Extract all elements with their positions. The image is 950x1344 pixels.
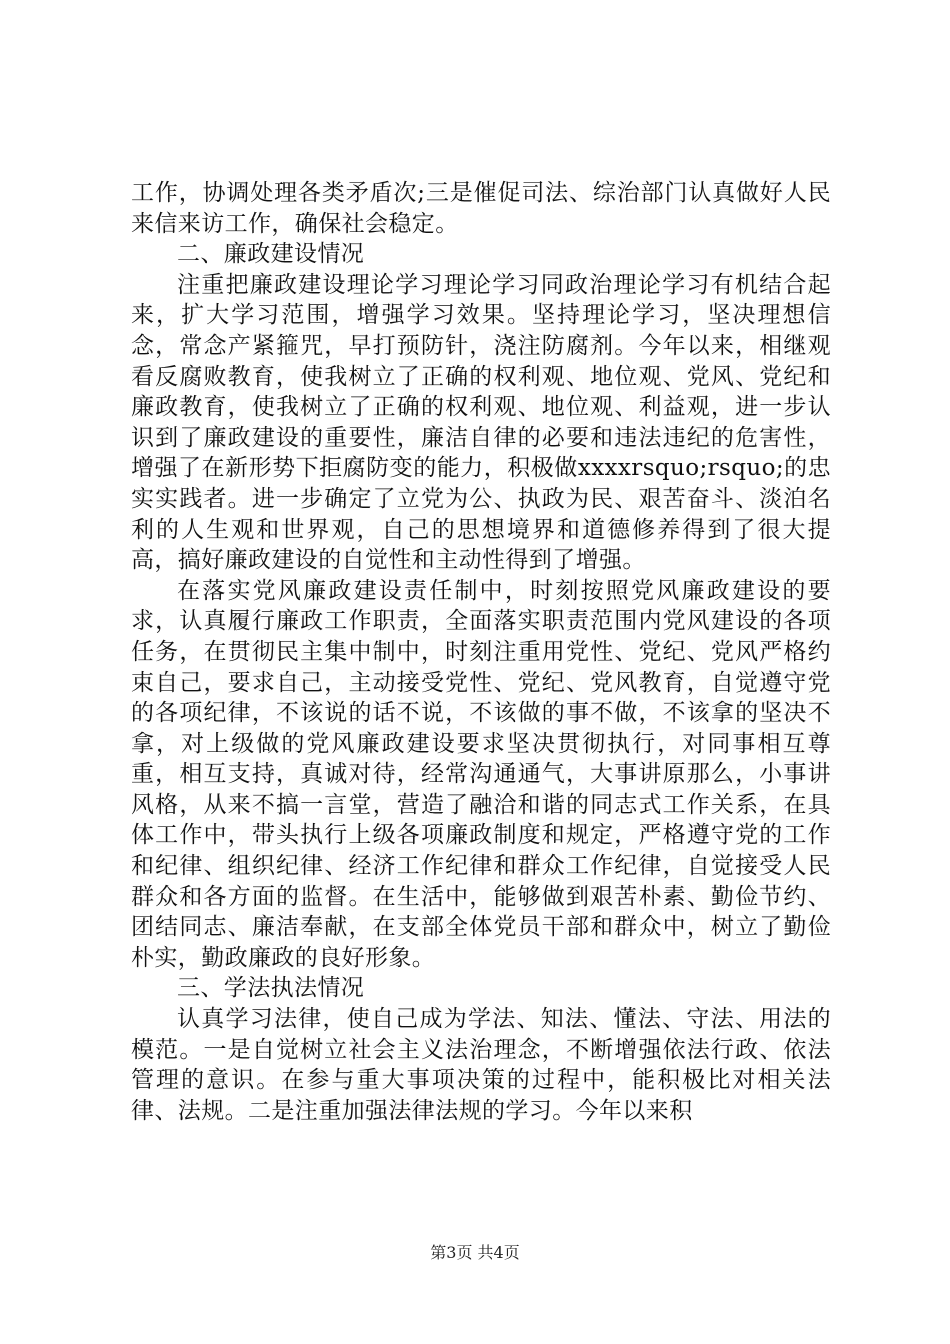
document-body	[131, 178, 831, 1126]
paragraph-law-study: 认真学习法律，使自己成为学法、知法、懂法、守法、用法的模范。一是自觉树立社会主义法治理念，不断增强依法行政、依法管理的意识。在参与重大事项决策的过程中，能积极比对相关法律、法规。二是注重加强法律法规的学习。今年以来积	[131, 1006, 831, 1124]
page-footer	[0, 1240, 950, 1263]
paragraph-integrity-study: 注重把廉政建设理论学习理论学习同政治理论学习有机结合起来，扩大学习范围，增强学习效果。坚持理论学习，坚决理想信念，常念产紧箍咒，早打预防针，浇注防腐剂。今年以来，相继观看反腐败教育，使我树立了正确的权利观、地位观、党风、党纪和廉政教育，使我树立了正确的权利观、地位观、利益观，进一步认识到了廉政建设的重要性，廉洁自律的必要和违法违纪的危害性，增强了在新形势下拒腐防变的能力，积极做xxxxrsquo;rsquo;的忠实实践者。进一步确定了立党为公、执政为民、艰苦奋斗、淡泊名利的人生观和世界观，自己的思想境界和道德修养得到了很大提高，搞好廉政建设的自觉性和主动性得到了增强。	[131, 271, 831, 574]
paragraph-integrity-responsibility: 在落实党风廉政建设责任制中，时刻按照党风廉政建设的要求，认真履行廉政工作职责，全面落实职责范围内党风建设的各项任务，在贯彻民主集中制中，时刻注重用党性、党纪、党风严格约束自己，要求自己，主动接受党性、党纪、党风教育，自觉遵守党的各项纪律，不该说的话不说，不该做的事不做，不该拿的坚决不拿，对上级做的党风廉政建设要求坚决贯彻执行，对同事相互尊重，相互支持，真诚对待，经常沟通通气，大事讲原那么，小事讲风格，从来不搞一言堂，营造了融洽和谐的同志式工作关系，在具体工作中，带头执行上级各项廉政制度和规定，严格遵守党的工作和纪律、组织纪律、经济工作纪律和群众工作纪律，自觉接受人民群众和各方面的监督。在生活中，能够做到艰苦朴素、勤俭节约、团结同志、廉洁奉献，在支部全体党员干部和群众中，树立了勤俭朴实，勤政廉政的良好形象。	[131, 577, 831, 971]
section-heading-law: 三、学法执法情况	[177, 975, 365, 1002]
section-heading-integrity: 二、廉政建设情况	[177, 241, 365, 268]
paragraph-continuation: 工作，协调处理各类矛盾次;三是催促司法、综治部门认真做好人民来信来访工作，确保社会稳定。	[131, 180, 831, 237]
page-number-label: 第3页 共4页	[430, 1243, 520, 1262]
